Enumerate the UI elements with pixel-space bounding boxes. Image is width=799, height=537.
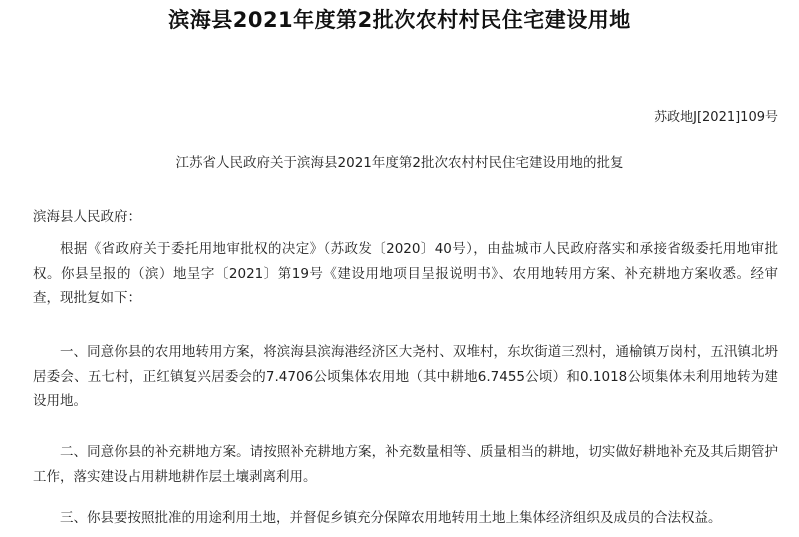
paragraph-item-one: 一、同意你县的农用地转用方案，将滨海县滨海港经济区大尧村、双堆村，东坎街道三烈村，通榆镇万岗村，五汛镇北坍居委会、五七村，正红镇复兴居委会的7.4706公顷集体农用地（其中耕地6.7455公顷）和0.1018公顷集体未利用地转为建设用地。 (33, 344, 778, 409)
page-title: 滨海县2021年度第2批次农村村民住宅建设用地 (168, 8, 631, 32)
paragraph-item-three: 三、你县要按照批准的用途利用土地，并督促乡镇充分保障农用地转用土地上集体经济组织及成员的合法权益。 (60, 510, 722, 526)
salutation: 滨海县人民政府： (33, 209, 141, 225)
paragraph-basis: 根据《省政府关于委托用地审批权的决定》（苏政发〔2020〕40号），由盐城市人民政府落实和承接省级委托用地审批权。你县呈报的（滨）地呈字〔2021〕第19号《建设用地项目呈报说明书》、农用地转用方案、补充耕地方案收悉。经审查，现批复如下： (33, 241, 778, 306)
paragraph-item-two: 二、同意你县的补充耕地方案。请按照补充耕地方案，补充数量相等、质量相当的耕地，切实做好耕地补充及其后期管护工作，落实建设占用耕地耕作层土壤剥离利用。 (33, 444, 778, 485)
document-subtitle: 江苏省人民政府关于滨海县2021年度第2批次农村村民住宅建设用地的批复 (175, 155, 624, 171)
document-number: 苏政地J[2021]109号 (654, 110, 778, 125)
